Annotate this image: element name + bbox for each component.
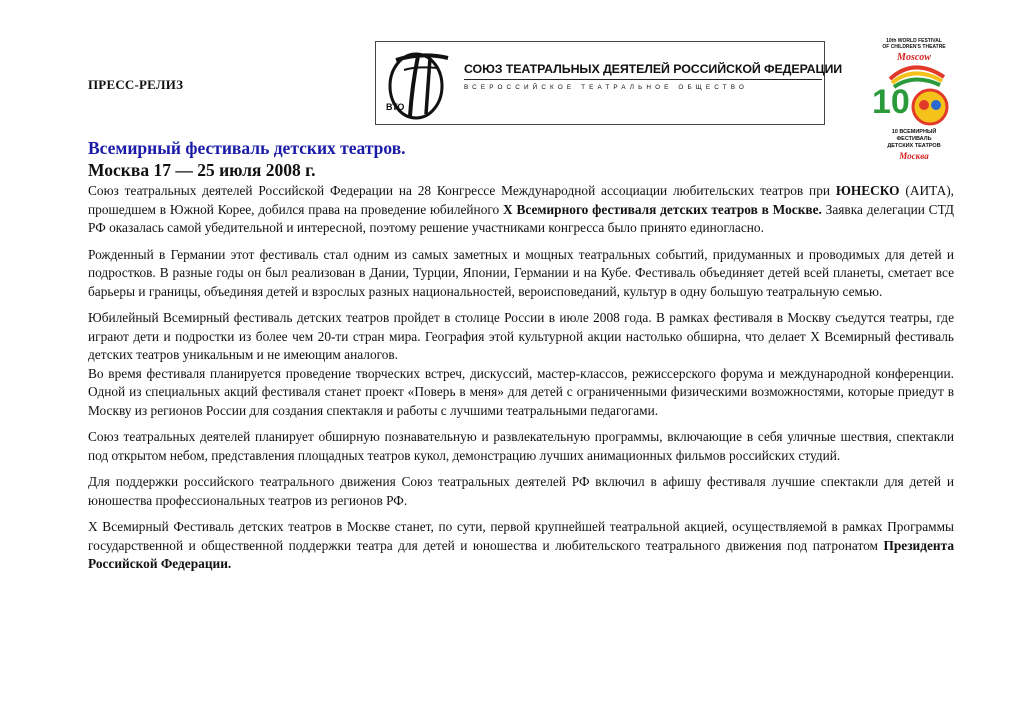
festival-logo [868, 35, 960, 163]
festival-logo-bottom-2: ФЕСТИВАЛЬ [896, 136, 932, 142]
festival-logo-bottom-3: ДЕТСКИХ ТЕАТРОВ [887, 143, 941, 149]
paragraph-4: Во время фестиваля планируется проведение творческих встреч, дискуссий, мастер-классов, режиссерского форума и международной конференции. Одной из специальных акций фестиваля станет проект «Поверь в меня» для детей с ограниченными физическими возможностями, которые приедут в Москву из регионов России для создания спектакля и работы с лучшими театральными педагогами. [88, 365, 954, 418]
festival-logo-city-en: Moscow [897, 52, 931, 63]
std-monogram-icon [382, 46, 456, 122]
press-release-body [88, 182, 954, 582]
paragraph-7: Х Всемирный Фестиваль детских театров в Москве станет, по сути, первой крупнейшей театральной акцией, осуществляемой в рамках Программы государственной и общественной поддержки театра для детей и юношества и любительского театрального движения под патронатом Президента Российской Федерации. [88, 519, 954, 571]
festival-logo-top-2: OF CHILDREN'S THEATRE [882, 44, 946, 50]
paragraph-2: Рожденный в Германии этот фестиваль стал одним из самых заметных и мощных театральных событий, придуманных и проводимых для детей и подростков. В разные годы он был реализован в Дании, Турции, Японии, Германии и на Кубе. Фестиваль объединяет детей всей планеты, сметает все барьеры и границы, объединяя детей и взрослых разных национальностей, вероисповеданий, культур в одну большую театральную семью. [88, 246, 954, 299]
std-logo [375, 41, 843, 125]
paragraph-1: Союз театральных деятелей Российской Федерации на 28 Конгрессе Международной ассоциации любительских театров при ЮНЕСКО (АИТА), прошедшем в Южной Корее, добился права на проведение юбилейного Х Всемирного фестиваля детских театров в Москве. Заявка делегации СТД РФ оказалась самой убедительной и интересной, поэтому решение участниками конгресса было принято единогласно. [88, 183, 954, 235]
page-title: Всемирный фестиваль детских театров. [88, 138, 406, 158]
press-release-label: ПРЕСС-РЕЛИЗ [88, 77, 184, 92]
std-logo-title: СОЮЗ ТЕАТРАЛЬНЫХ ДЕЯТЕЛЕЙ РОССИЙСКОЙ ФЕДЕРАЦИИ [464, 62, 843, 76]
paragraph-3: Юбилейный Всемирный фестиваль детских театров пройдет в столице России в июле 2008 года. В рамках фестиваля в Москву съедутся театры, где играют дети и подростки из более чем 20-ти стран мира. География этой культурной акции настолько обширна, что делает Х Всемирный фестиваль детских театров уникальным и не имеющим аналогов. [88, 310, 954, 362]
event-dates: Москва 17 — 25 июля 2008 г. [88, 160, 316, 180]
std-logo-divider [464, 79, 822, 80]
festival-logo-top-1: 10th WORLD FESTIVAL [886, 38, 942, 44]
std-monogram-text: ВТО [386, 102, 405, 112]
festival-logo-city-ru: Москва [899, 151, 929, 161]
paragraph-5: Союз театральных деятелей планирует обширную познавательную и развлекательную программы, включающие в себя уличные шествия, спектакли под открытом небом, представления площадных театров кукол, демонстрацию лучших анимационных фильмов российских студий. [88, 429, 954, 463]
paragraph-6: Для поддержки российского театрального движения Союз театральных деятелей РФ включил в афишу фестиваля лучшие спектакли для детей и юношества профессиональных театров из регионов РФ. [88, 474, 954, 508]
std-logo-subtitle: ВСЕРОССИЙСКОЕ ТЕАТРАЛЬНОЕ ОБЩЕСТВО [464, 84, 748, 91]
festival-logo-bottom-1: 10 ВСЕМИРНЫЙ [891, 129, 937, 135]
festival-logo-number: 10 [872, 83, 910, 121]
